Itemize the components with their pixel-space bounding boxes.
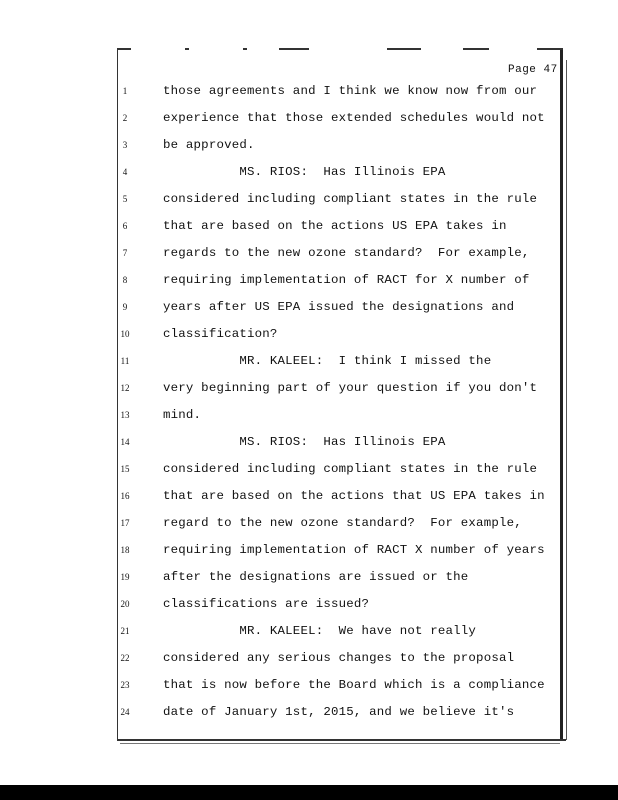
transcript-line (0, 192, 618, 218)
line-text: very beginning part of your question if you don't (163, 381, 538, 395)
transcript-line (0, 138, 618, 164)
line-number: 18 (120, 545, 130, 555)
line-number: 14 (120, 437, 130, 447)
transcript-line (0, 381, 618, 407)
line-text: regards to the new ozone standard? For example, (163, 246, 530, 260)
line-number: 22 (120, 653, 130, 663)
line-number: 3 (122, 140, 128, 150)
transcript-line (0, 489, 618, 515)
line-number: 10 (120, 329, 130, 339)
line-text: considered including compliant states in the rule (163, 462, 538, 476)
line-text: MS. RIOS: Has Illinois EPA (163, 165, 446, 179)
line-number: 20 (120, 599, 130, 609)
line-text: that are based on the actions US EPA takes in (163, 219, 507, 233)
line-number: 15 (120, 464, 130, 474)
line-text: that is now before the Board which is a compliance (163, 678, 545, 692)
line-text: those agreements and I think we know now from our (163, 84, 538, 98)
transcript-line (0, 327, 618, 353)
transcript-line (0, 300, 618, 326)
line-text: experience that those extended schedules would not (163, 111, 545, 125)
line-text: be approved. (163, 138, 255, 152)
bottom-border-shadow (120, 743, 560, 744)
transcript-line (0, 165, 618, 191)
transcript-line (0, 624, 618, 650)
line-number: 24 (120, 707, 130, 717)
line-number: 13 (120, 410, 130, 420)
transcript-line (0, 543, 618, 569)
line-text: that are based on the actions that US EPA takes in (163, 489, 545, 503)
transcript-line (0, 219, 618, 245)
transcript-line (0, 705, 618, 731)
line-text: after the designations are issued or the (163, 570, 469, 584)
line-text: MR. KALEEL: We have not really (163, 624, 477, 638)
line-text: classifications are issued? (163, 597, 370, 611)
transcript-line (0, 84, 618, 110)
transcript-line (0, 597, 618, 623)
line-text: date of January 1st, 2015, and we believe it's (163, 705, 515, 719)
line-number: 2 (122, 113, 128, 123)
line-number: 5 (122, 194, 128, 204)
line-number: 7 (122, 248, 128, 258)
transcript-line (0, 273, 618, 299)
line-number: 4 (122, 167, 128, 177)
transcript-line (0, 462, 618, 488)
line-number: 1 (122, 86, 128, 96)
line-text: considered including compliant states in the rule (163, 192, 538, 206)
line-number: 11 (120, 356, 130, 366)
scan-footer-bar (0, 785, 618, 800)
line-number: 6 (122, 221, 128, 231)
line-text: MS. RIOS: Has Illinois EPA (163, 435, 446, 449)
line-text: regard to the new ozone standard? For example, (163, 516, 522, 530)
line-number: 23 (120, 680, 130, 690)
line-number: 12 (120, 383, 130, 393)
line-text: classification? (163, 327, 278, 341)
line-text: requiring implementation of RACT X number of years (163, 543, 545, 557)
transcript-line (0, 651, 618, 677)
transcript-line (0, 246, 618, 272)
line-text: MR. KALEEL: I think I missed the (163, 354, 492, 368)
transcript-line (0, 111, 618, 137)
transcript-line (0, 354, 618, 380)
top-border-marks (117, 48, 563, 52)
transcript-line (0, 408, 618, 434)
transcript-line (0, 516, 618, 542)
line-text: requiring implementation of RACT for X number of (163, 273, 530, 287)
page-number: Page 47 (508, 64, 558, 76)
line-text: years after US EPA issued the designations and (163, 300, 515, 314)
bottom-border (117, 739, 566, 741)
line-number: 21 (120, 626, 130, 636)
line-number: 9 (122, 302, 128, 312)
transcript-line (0, 570, 618, 596)
line-number: 17 (120, 518, 130, 528)
line-text: mind. (163, 408, 202, 422)
line-number: 8 (122, 275, 128, 285)
transcript-line (0, 678, 618, 704)
line-number: 19 (120, 572, 130, 582)
transcript-line (0, 435, 618, 461)
line-number: 16 (120, 491, 130, 501)
line-text: considered any serious changes to the proposal (163, 651, 515, 665)
